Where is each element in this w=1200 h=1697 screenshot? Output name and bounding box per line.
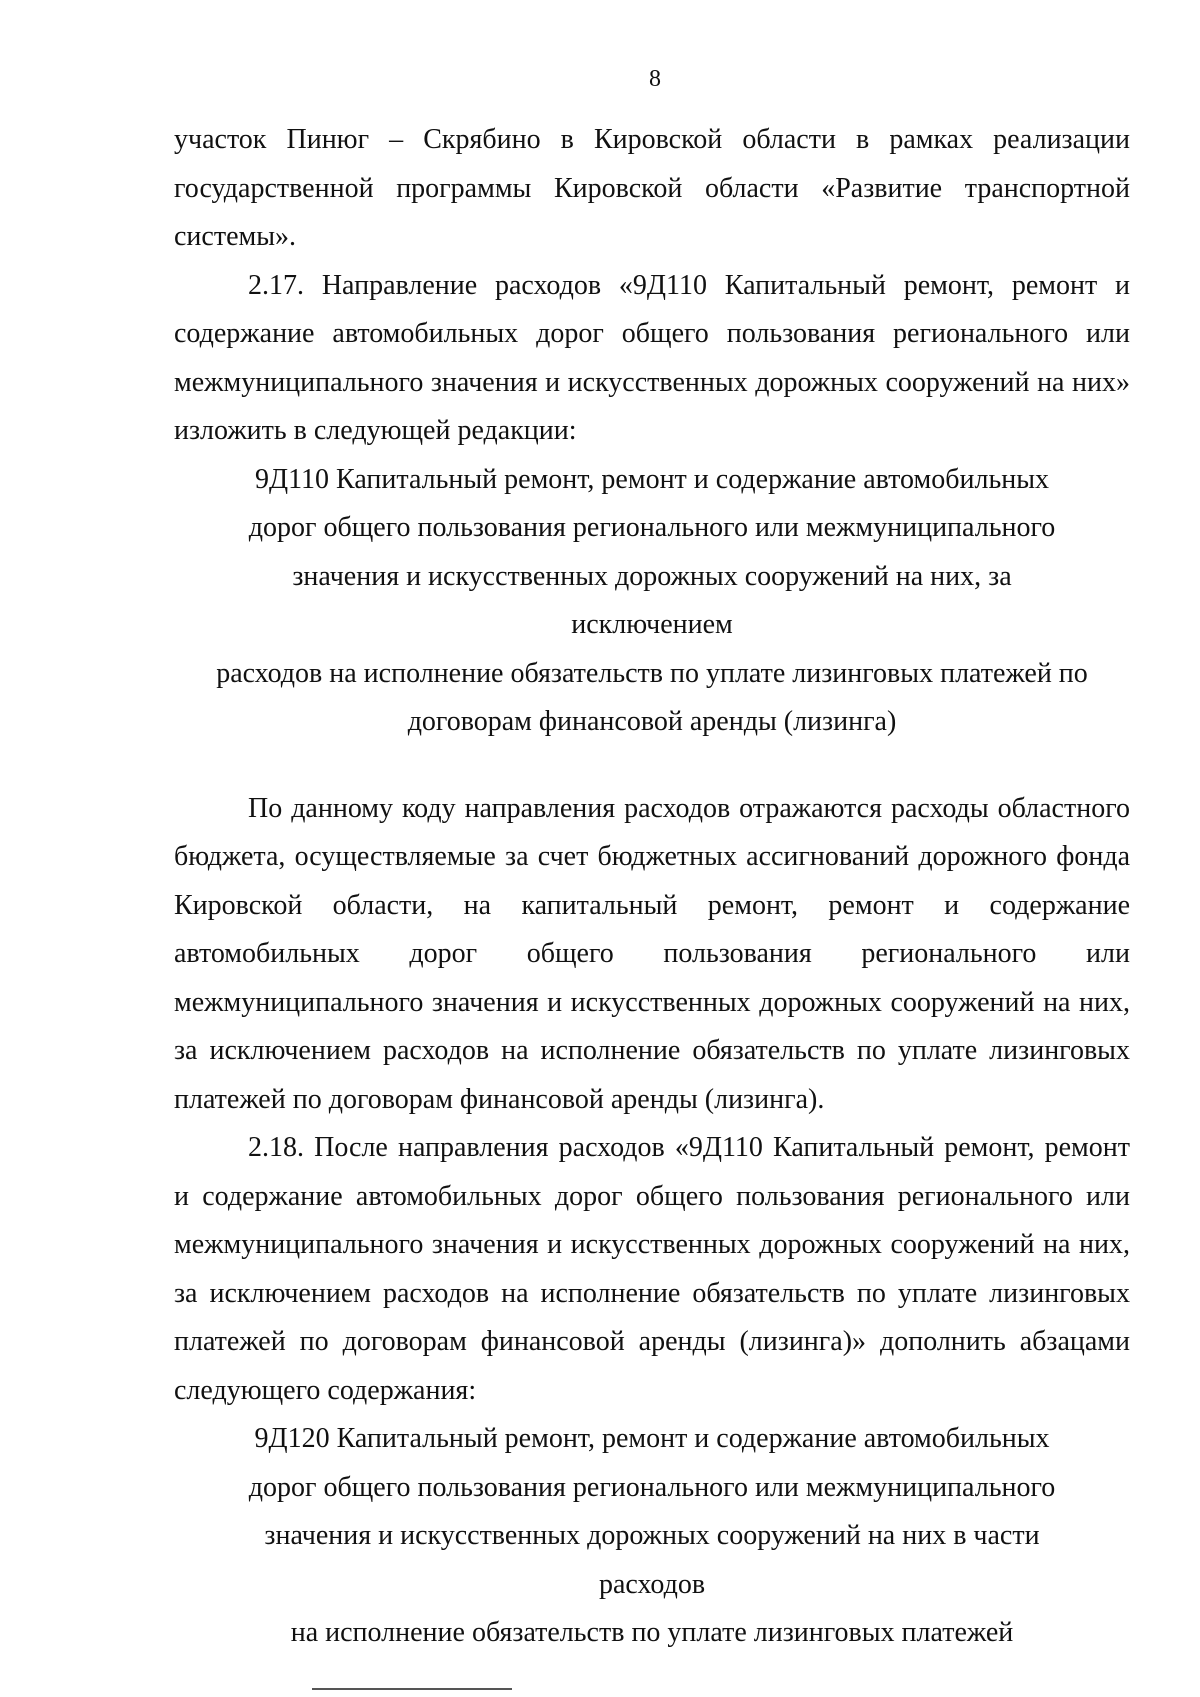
heading-line: значения и искусственных дорожных сооружений на них в части расходов (264, 1520, 1040, 1600)
heading-9d110 (174, 456, 1130, 747)
paragraph-description: По данному коду направления расходов отражаются расходы областного бюджета, осуществляемые за счет бюджетных ассигнований дорожного фонда Кировской области, на капитальный ремонт, ремонт и содержание автомобильных дорог общего пользования регионального или межмуниципального значения и искусственных дорожных сооружений на них, за исключением расходов на исполнение обязательств по уплате лизинговых платежей по договорам финансовой аренды (лизинга). (174, 792, 1130, 1115)
heading-line: договорам финансовой аренды (лизинга) (407, 706, 897, 737)
heading-line: дорог общего пользования регионального или межмуниципального (248, 1471, 1056, 1503)
heading-line: расходов на исполнение обязательств по уплате лизинговых платежей по (216, 657, 1088, 689)
paragraph-2-17: 2.17. Направление расходов «9Д110 Капитальный ремонт, ремонт и содержание автомобильных дорог общего пользования регионального или межмуниципального значения и искусственных дорожных сооружений на них» изложить в следующей редакции: (174, 269, 1130, 446)
paragraph-2-18: 2.18. После направления расходов «9Д110 Капитальный ремонт, ремонт и содержание автомобильных дорог общего пользования регионального или межмуниципального значения и искусственных дорожных сооружений на них, за исключением расходов на исполнение обязательств по уплате лизинговых платежей по договорам финансовой аренды (лизинга)» дополнить абзацами следующего содержания: (174, 1132, 1130, 1406)
spacer (174, 747, 1130, 785)
heading-line: 9Д110 Капитальный ремонт, ремонт и содержание автомобильных (254, 463, 1050, 495)
paragraph-continuation: участок Пинюг – Скрябино в Кировской области в рамках реализации государственной программы Кировской области «Развитие транспортной системы». (174, 124, 1130, 252)
heading-line: значения и искусственных дорожных сооружений на них, за исключением (292, 560, 1012, 640)
heading-line: 9Д120 Капитальный ремонт, ремонт и содержание автомобильных (254, 1423, 1050, 1454)
document-body (174, 116, 1130, 1658)
heading-9d120 (174, 1415, 1130, 1658)
page-number: 8 (649, 66, 661, 92)
heading-line: дорог общего пользования регионального или межмуниципального (248, 512, 1056, 543)
heading-line: на исполнение обязательств по уплате лизинговых платежей (290, 1617, 1014, 1648)
scan-edge-mark (312, 1688, 512, 1690)
